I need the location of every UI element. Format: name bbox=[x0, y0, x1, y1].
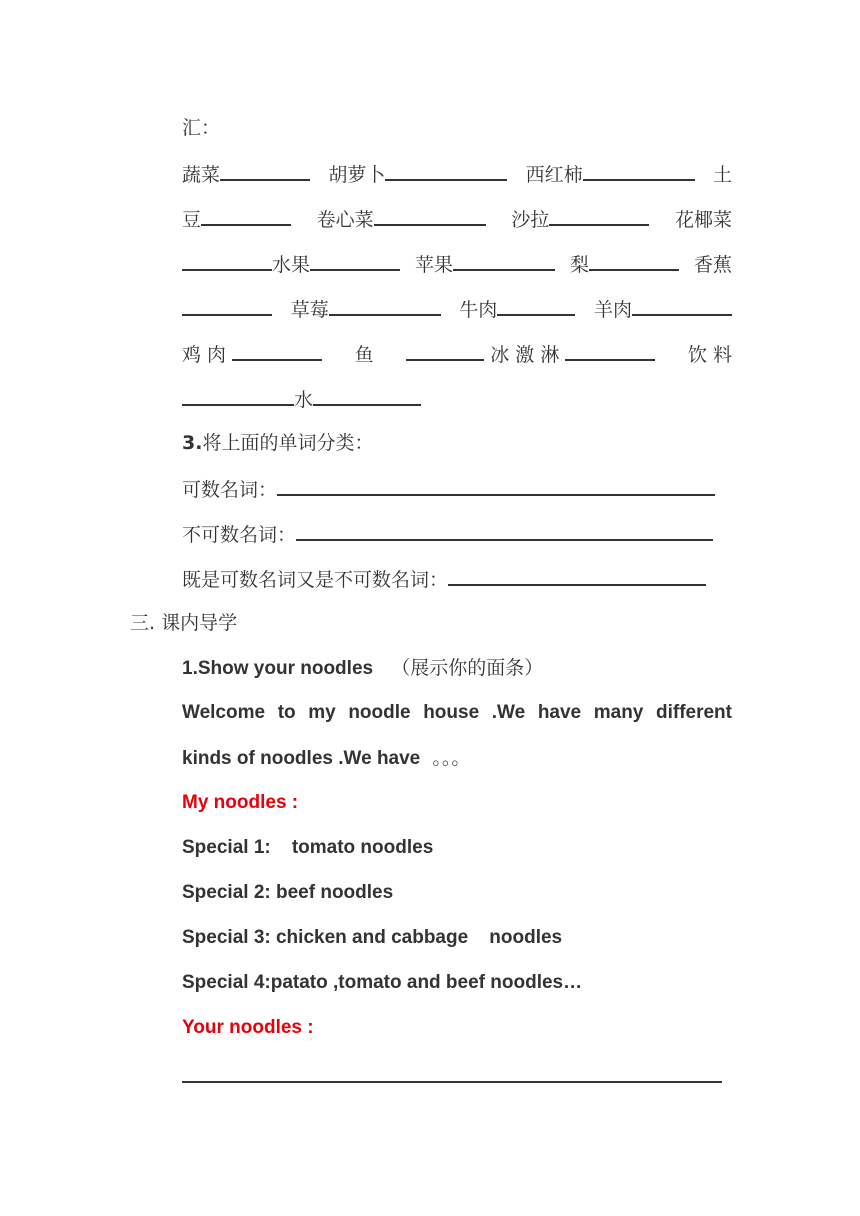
answer-blank[interactable] bbox=[583, 161, 695, 181]
answer-blank[interactable] bbox=[182, 296, 272, 316]
vocab-yu: 鱼 bbox=[354, 344, 374, 366]
answer-blank[interactable] bbox=[182, 386, 294, 406]
classify-heading-text: 将上面的单词分类： bbox=[202, 432, 374, 454]
classify-uncountable bbox=[182, 521, 713, 547]
vocab-line-3 bbox=[182, 251, 732, 277]
vocab-item-mutton: 羊肉 bbox=[594, 296, 732, 322]
my-noodles-heading: My noodles : bbox=[182, 792, 299, 813]
answer-blank[interactable] bbox=[565, 341, 655, 361]
uncountable-label: 不可数名词： bbox=[182, 524, 297, 546]
answer-blank[interactable] bbox=[632, 296, 732, 316]
vocab-hui: 汇： bbox=[182, 117, 221, 139]
show-noodles-line bbox=[182, 656, 543, 681]
vocab-water: 水 bbox=[294, 389, 314, 411]
vocab-item-strawberry: 草莓 bbox=[291, 296, 441, 322]
answer-blank[interactable] bbox=[220, 161, 310, 181]
classify-countable bbox=[182, 476, 715, 502]
welcome-word: to bbox=[277, 702, 296, 723]
welcome-word: my bbox=[308, 702, 336, 723]
vocab-item-pear: 梨 bbox=[570, 251, 679, 277]
uncountable-answer-blank[interactable] bbox=[296, 521, 713, 541]
special-1: Special 1: tomato noodles bbox=[182, 837, 434, 858]
welcome-word: noodle bbox=[348, 702, 411, 723]
countable-answer-blank[interactable] bbox=[277, 476, 715, 496]
vocab-line-0 bbox=[182, 116, 220, 140]
vocab-item-salad: 沙拉 bbox=[511, 206, 649, 232]
vocab-line-1 bbox=[182, 161, 732, 187]
welcome-word: .We bbox=[491, 702, 526, 723]
welcome-word: different bbox=[655, 702, 732, 723]
answer-blank[interactable] bbox=[589, 251, 679, 271]
welcome-line-2 bbox=[182, 746, 470, 771]
section-3-title: 三. 课内导学 bbox=[130, 612, 238, 634]
vocab-line-4 bbox=[182, 296, 732, 322]
vocab-item-icecream: 冰 激 淋 bbox=[406, 341, 655, 367]
vocab-item-carrot: 胡萝卜 bbox=[328, 161, 507, 187]
vocab-item-beef: 牛肉 bbox=[459, 296, 575, 322]
vocab-item-fruit: 水果 bbox=[182, 251, 400, 277]
vocab-line-2 bbox=[182, 206, 732, 232]
classify-both bbox=[182, 566, 706, 592]
special-4: Special 4:patato ,tomato and beef noodles… bbox=[182, 972, 583, 993]
answer-blank[interactable] bbox=[406, 341, 484, 361]
both-answer-blank[interactable] bbox=[448, 566, 706, 586]
welcome-dots: 。。。 bbox=[432, 747, 471, 769]
vocab-xiangjiao: 香蕉 bbox=[693, 254, 732, 276]
show-noodles-en: 1.Show your noodles bbox=[182, 658, 374, 679]
welcome-word: house bbox=[423, 702, 480, 723]
vocab-line-6 bbox=[182, 386, 421, 412]
vocab-huayecai: 花椰菜 bbox=[674, 209, 732, 231]
special-3: Special 3: chicken and cabbage noodles bbox=[182, 927, 563, 948]
answer-blank[interactable] bbox=[232, 341, 322, 361]
classify-number: 3. bbox=[182, 432, 203, 454]
vocab-tu: 土 bbox=[712, 164, 732, 186]
answer-blank[interactable] bbox=[549, 206, 649, 226]
welcome-word: have bbox=[537, 702, 582, 723]
vocab-item-tomato: 西红柿 bbox=[526, 161, 695, 187]
answer-blank[interactable] bbox=[313, 386, 421, 406]
show-noodles-cn: （展示你的面条） bbox=[391, 657, 544, 679]
vocab-item-apple: 苹果 bbox=[415, 251, 555, 277]
answer-blank[interactable] bbox=[329, 296, 441, 316]
welcome-word: Welcome bbox=[182, 702, 266, 723]
welcome-text-2: kinds of noodles .We have bbox=[182, 748, 421, 769]
vocab-item-cabbage: 卷心菜 bbox=[317, 206, 486, 232]
welcome-line-1 bbox=[182, 701, 732, 725]
vocab-yinliao: 饮 料 bbox=[687, 344, 732, 366]
special-2: Special 2: beef noodles bbox=[182, 882, 394, 903]
answer-blank[interactable] bbox=[385, 161, 507, 181]
classify-heading bbox=[182, 431, 373, 455]
your-noodles-heading: Your noodles : bbox=[182, 1017, 314, 1038]
your-noodles-answer-line[interactable] bbox=[182, 1081, 722, 1083]
vocab-item-potato: 豆 bbox=[182, 206, 291, 232]
answer-blank[interactable] bbox=[374, 206, 486, 226]
answer-blank[interactable] bbox=[310, 251, 400, 271]
vocab-item-vegetables: 蔬菜 bbox=[182, 161, 310, 187]
countable-label: 可数名词： bbox=[182, 479, 278, 501]
answer-blank[interactable] bbox=[182, 251, 272, 271]
answer-blank[interactable] bbox=[201, 206, 291, 226]
welcome-word: many bbox=[593, 702, 644, 723]
both-label: 既是可数名词又是不可数名词： bbox=[182, 569, 449, 591]
answer-blank[interactable] bbox=[453, 251, 555, 271]
answer-blank[interactable] bbox=[497, 296, 575, 316]
vocab-item-chicken: 鸡 肉 bbox=[182, 341, 322, 367]
vocab-line-5 bbox=[182, 341, 732, 367]
